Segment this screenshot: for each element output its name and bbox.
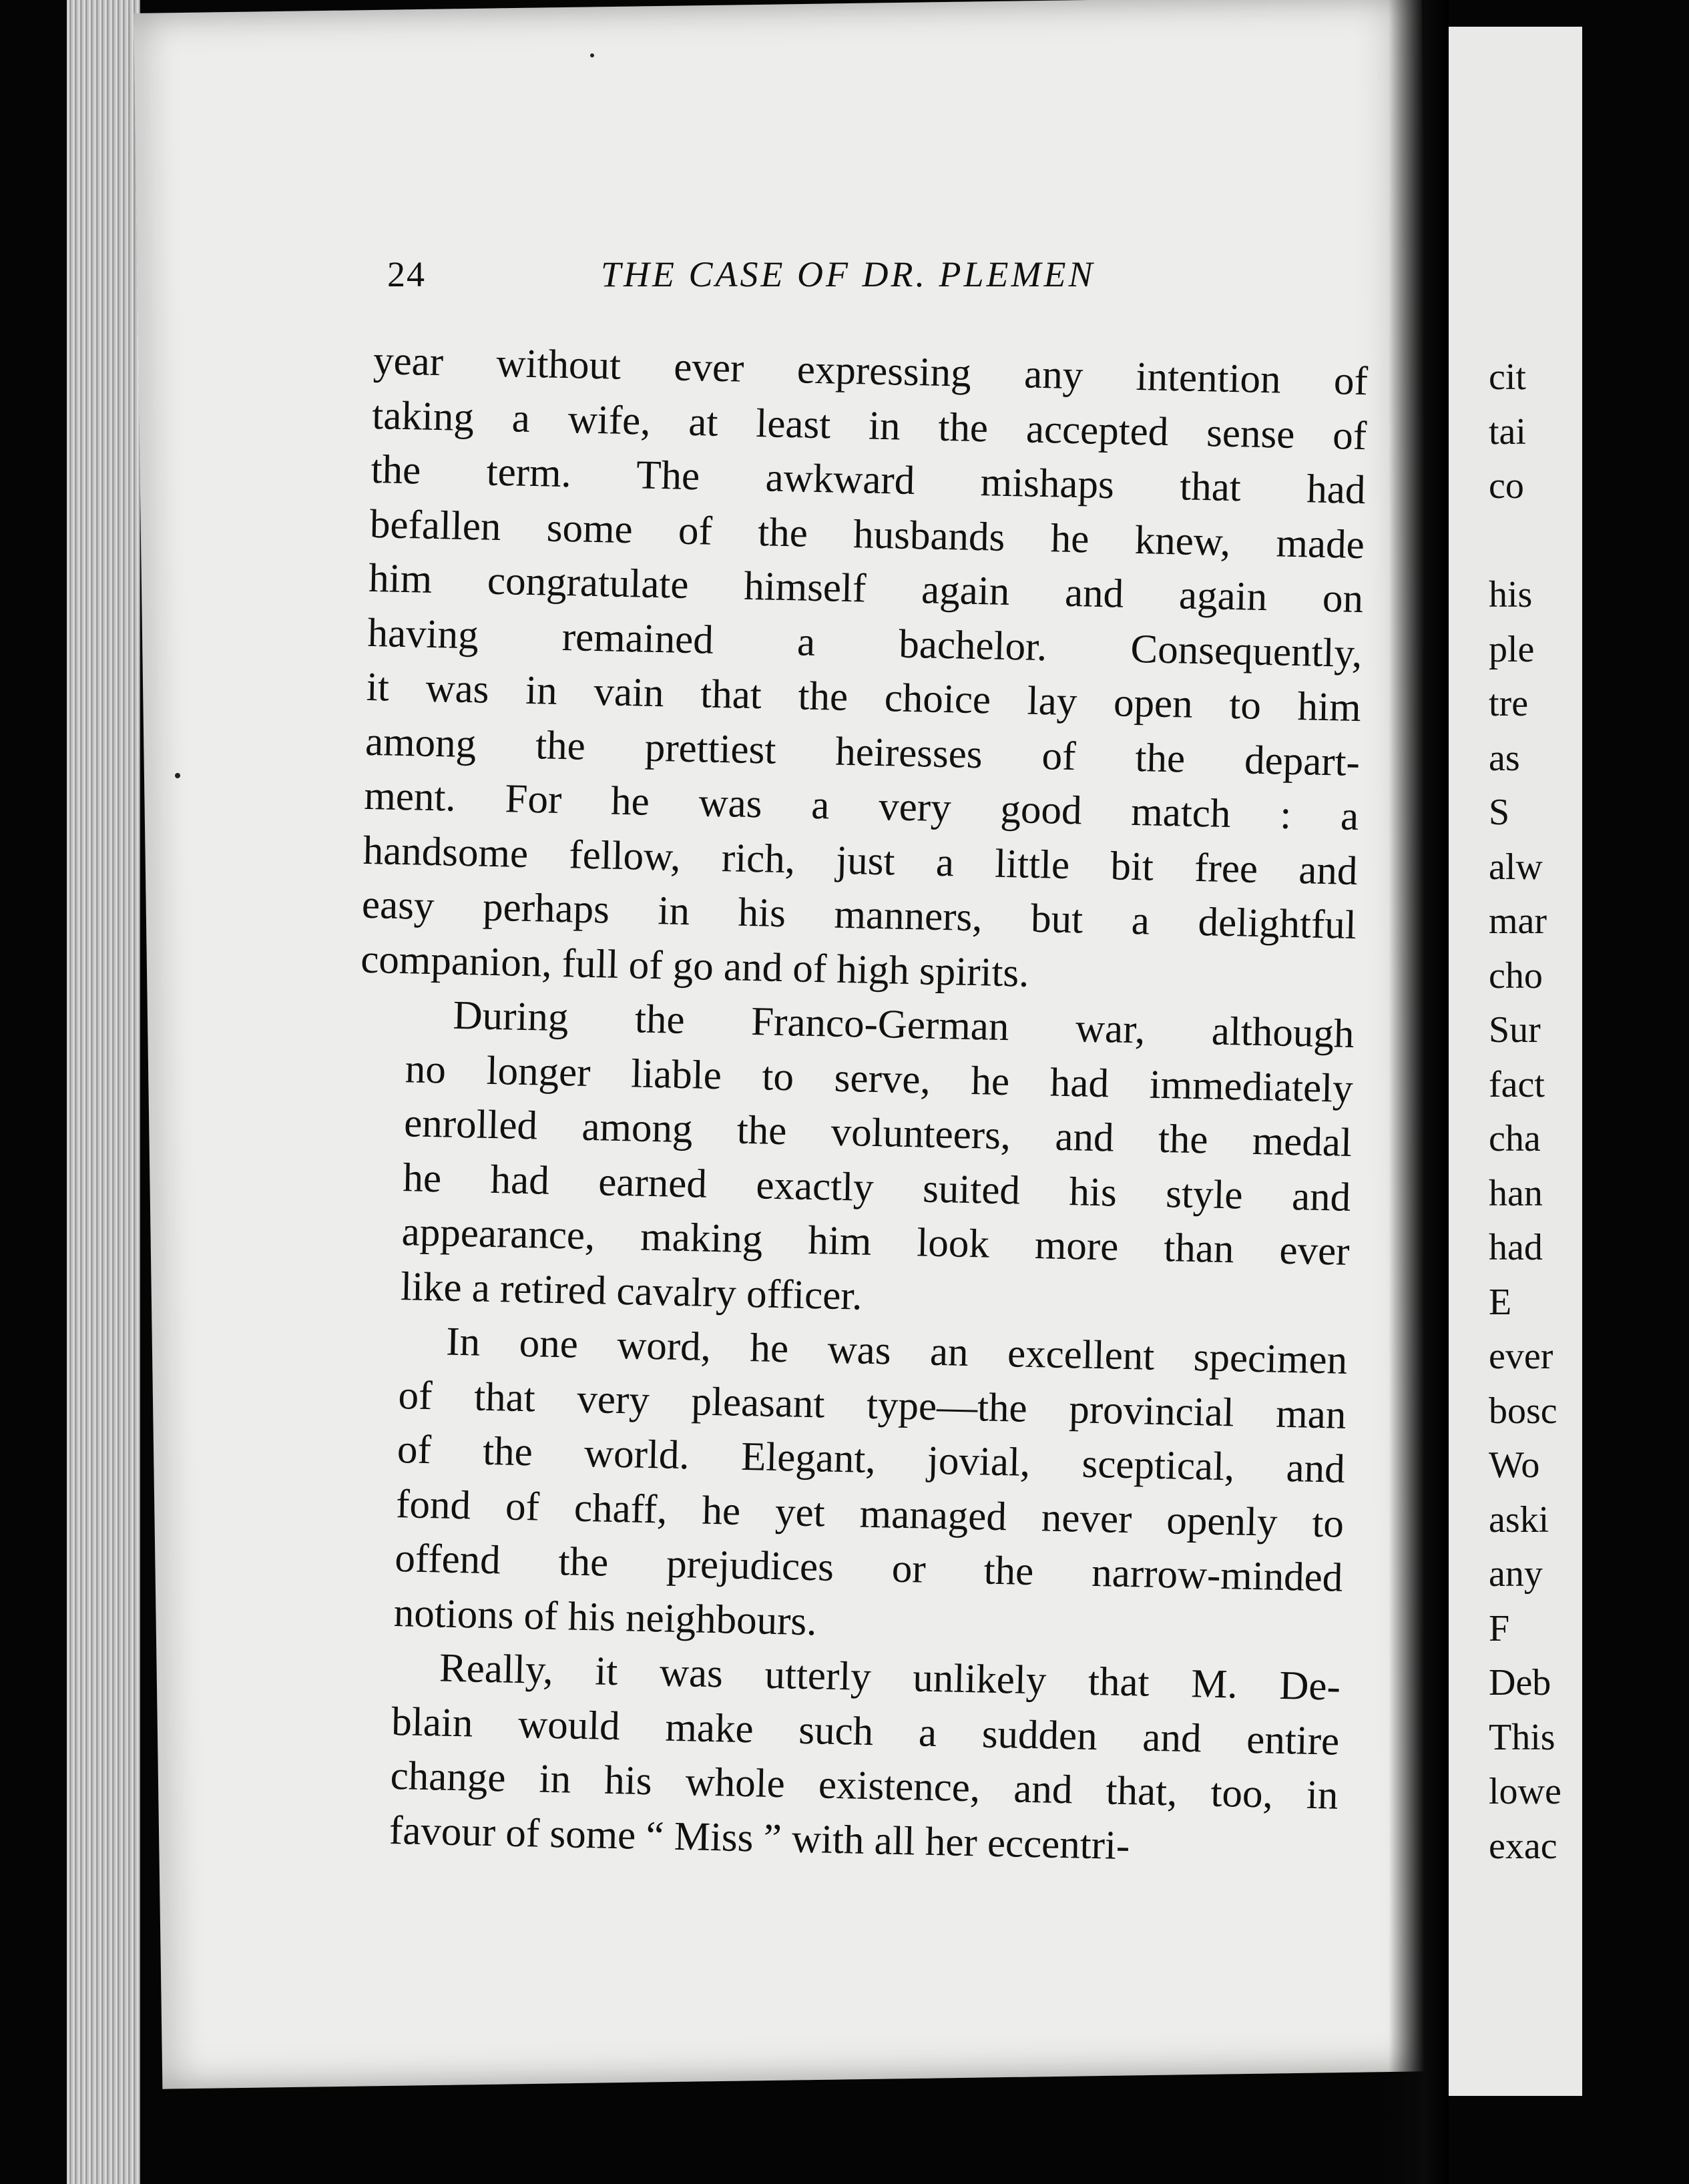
text-line: among the prettiest heiresses of the depart- — [365, 719, 1361, 785]
facing-page-line: cha — [1489, 1118, 1541, 1159]
facing-page-text — [1489, 350, 1689, 1874]
facing-page-line: bosc — [1489, 1390, 1557, 1432]
facing-page-line: Sur — [1489, 1009, 1541, 1051]
text-line: easy perhaps in his manners, but a delightful — [361, 882, 1357, 948]
text-line: him congratulate himself again and again on — [368, 555, 1364, 622]
book-page-edges — [67, 0, 140, 2184]
paragraph — [346, 1313, 1348, 1660]
paragraph — [342, 1639, 1341, 1878]
running-head — [247, 254, 1182, 314]
text-line: handsome fellow, rich, just a little bit free and — [363, 828, 1359, 894]
text-line: ment. For he was a very good match : a — [363, 773, 1359, 840]
facing-page — [1449, 27, 1582, 2096]
ink-fleck — [590, 53, 594, 57]
text-line: change in his whole existence, and that, too, in — [390, 1753, 1339, 1818]
text-line: During the Franco-German war, although — [452, 993, 1355, 1057]
facing-page-line: F — [1489, 1607, 1510, 1649]
facing-page-line: cit — [1489, 356, 1526, 398]
facing-page-line: This — [1489, 1716, 1555, 1758]
facing-page-line: Wo — [1489, 1444, 1540, 1486]
facing-page-line: fact — [1489, 1063, 1545, 1105]
text-line: enrolled among the volunteers, and the medal — [403, 1101, 1353, 1165]
facing-page-line: E — [1489, 1281, 1512, 1323]
text-line: appearance, making him look more than ever — [401, 1209, 1351, 1274]
text-line: of that very pleasant type—the provincial man — [398, 1372, 1347, 1438]
text-line: like a retired cavalry officer. — [400, 1264, 863, 1319]
text-line: having remained a bachelor. Consequently, — [367, 610, 1363, 676]
facing-page-line: exac — [1489, 1825, 1557, 1867]
text-line: favour of some “ Miss ” with all her eccentri- — [389, 1808, 1130, 1868]
gutter-shadow — [1389, 0, 1449, 2184]
facing-page-line: cho — [1489, 954, 1543, 997]
text-line: companion, full of go and of high spirits. — [360, 936, 1030, 996]
text-line: it was in vain that the choice lay open to him — [366, 664, 1362, 731]
facing-page-line: tai — [1489, 411, 1526, 453]
text-line: blain would make such a sudden and entire — [391, 1699, 1340, 1764]
facing-page-line: tre — [1489, 683, 1529, 724]
text-line: no longer liable to serve, he had immediately — [405, 1046, 1354, 1111]
facing-page-line: his — [1489, 574, 1533, 615]
text-line: befallen some of the husbands he knew, made — [369, 501, 1365, 567]
text-line: the term. The awkward mishaps that had — [371, 447, 1367, 513]
facing-page-line: han — [1489, 1172, 1543, 1214]
facing-page-line: any — [1489, 1553, 1543, 1595]
facing-page-line: lowe — [1489, 1771, 1561, 1812]
facing-page-line: S — [1489, 792, 1510, 833]
text-line: he had earned exactly suited his style and — [402, 1155, 1351, 1220]
facing-page-line: as — [1489, 737, 1520, 779]
text-line: Really, it was utterly unlikely that M. De- — [439, 1645, 1341, 1709]
facing-page-line: mar — [1489, 900, 1547, 942]
facing-page-line — [1489, 514, 1689, 569]
facing-page-line: Deb — [1489, 1662, 1551, 1703]
paragraph — [353, 987, 1355, 1334]
text-line: notions of his neighbours. — [393, 1590, 818, 1644]
facing-page-line: had — [1489, 1227, 1543, 1268]
text-line: of the world. Elegant, jovial, sceptical, and — [397, 1427, 1346, 1492]
facing-page-line: aski — [1489, 1498, 1549, 1541]
body-text — [342, 334, 1368, 1878]
facing-page-line: ple — [1489, 628, 1535, 670]
facing-page-line: ever — [1489, 1336, 1553, 1377]
ink-fleck — [175, 773, 180, 778]
page-number: 24 — [387, 254, 426, 294]
text-line: offend the prejudices or the narrow-minded — [394, 1536, 1343, 1601]
paragraph — [360, 334, 1369, 1007]
text-line: In one word, he was an excellent specimen — [445, 1319, 1348, 1383]
text-line: year without ever expressing any intention of — [373, 338, 1369, 404]
text-line: fond of chaff, he yet managed never openly to — [395, 1481, 1345, 1547]
running-title: THE CASE OF DR. PLEMEN — [601, 254, 1096, 294]
facing-page-line: co — [1489, 465, 1524, 507]
facing-page-line: alw — [1489, 846, 1543, 888]
text-line: taking a wife, at least in the accepted sense of — [371, 392, 1367, 459]
